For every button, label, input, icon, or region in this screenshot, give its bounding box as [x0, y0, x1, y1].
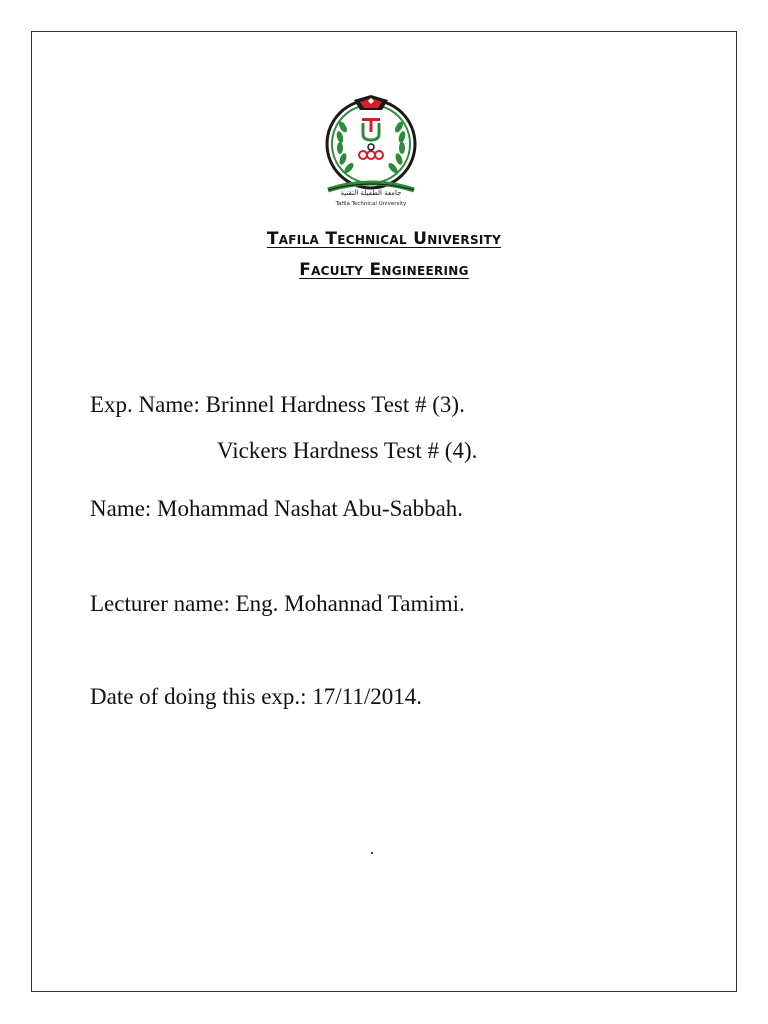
- stray-dot: [371, 852, 373, 854]
- lecturer-name: Lecturer name: Eng. Mohannad Tamimi.: [90, 591, 465, 616]
- student-name: Name: Mohammad Nashat Abu-Sabbah.: [90, 496, 464, 521]
- logo-arabic-text: جامعة الطفيلة التقنية: [340, 189, 402, 197]
- university-logo-icon: [316, 92, 426, 212]
- university-name: Tafila Technical University: [266, 229, 502, 249]
- experiment-name-second: Vickers Hardness Test # (4).: [217, 438, 478, 463]
- logo-english-text: Tafila Technical University: [335, 201, 407, 207]
- experiment-date: Date of doing this exp.: 17/11/2014.: [90, 684, 422, 709]
- faculty-name: Faculty Engineering: [299, 260, 469, 280]
- experiment-name: Exp. Name: Brinnel Hardness Test # (3).: [90, 392, 465, 417]
